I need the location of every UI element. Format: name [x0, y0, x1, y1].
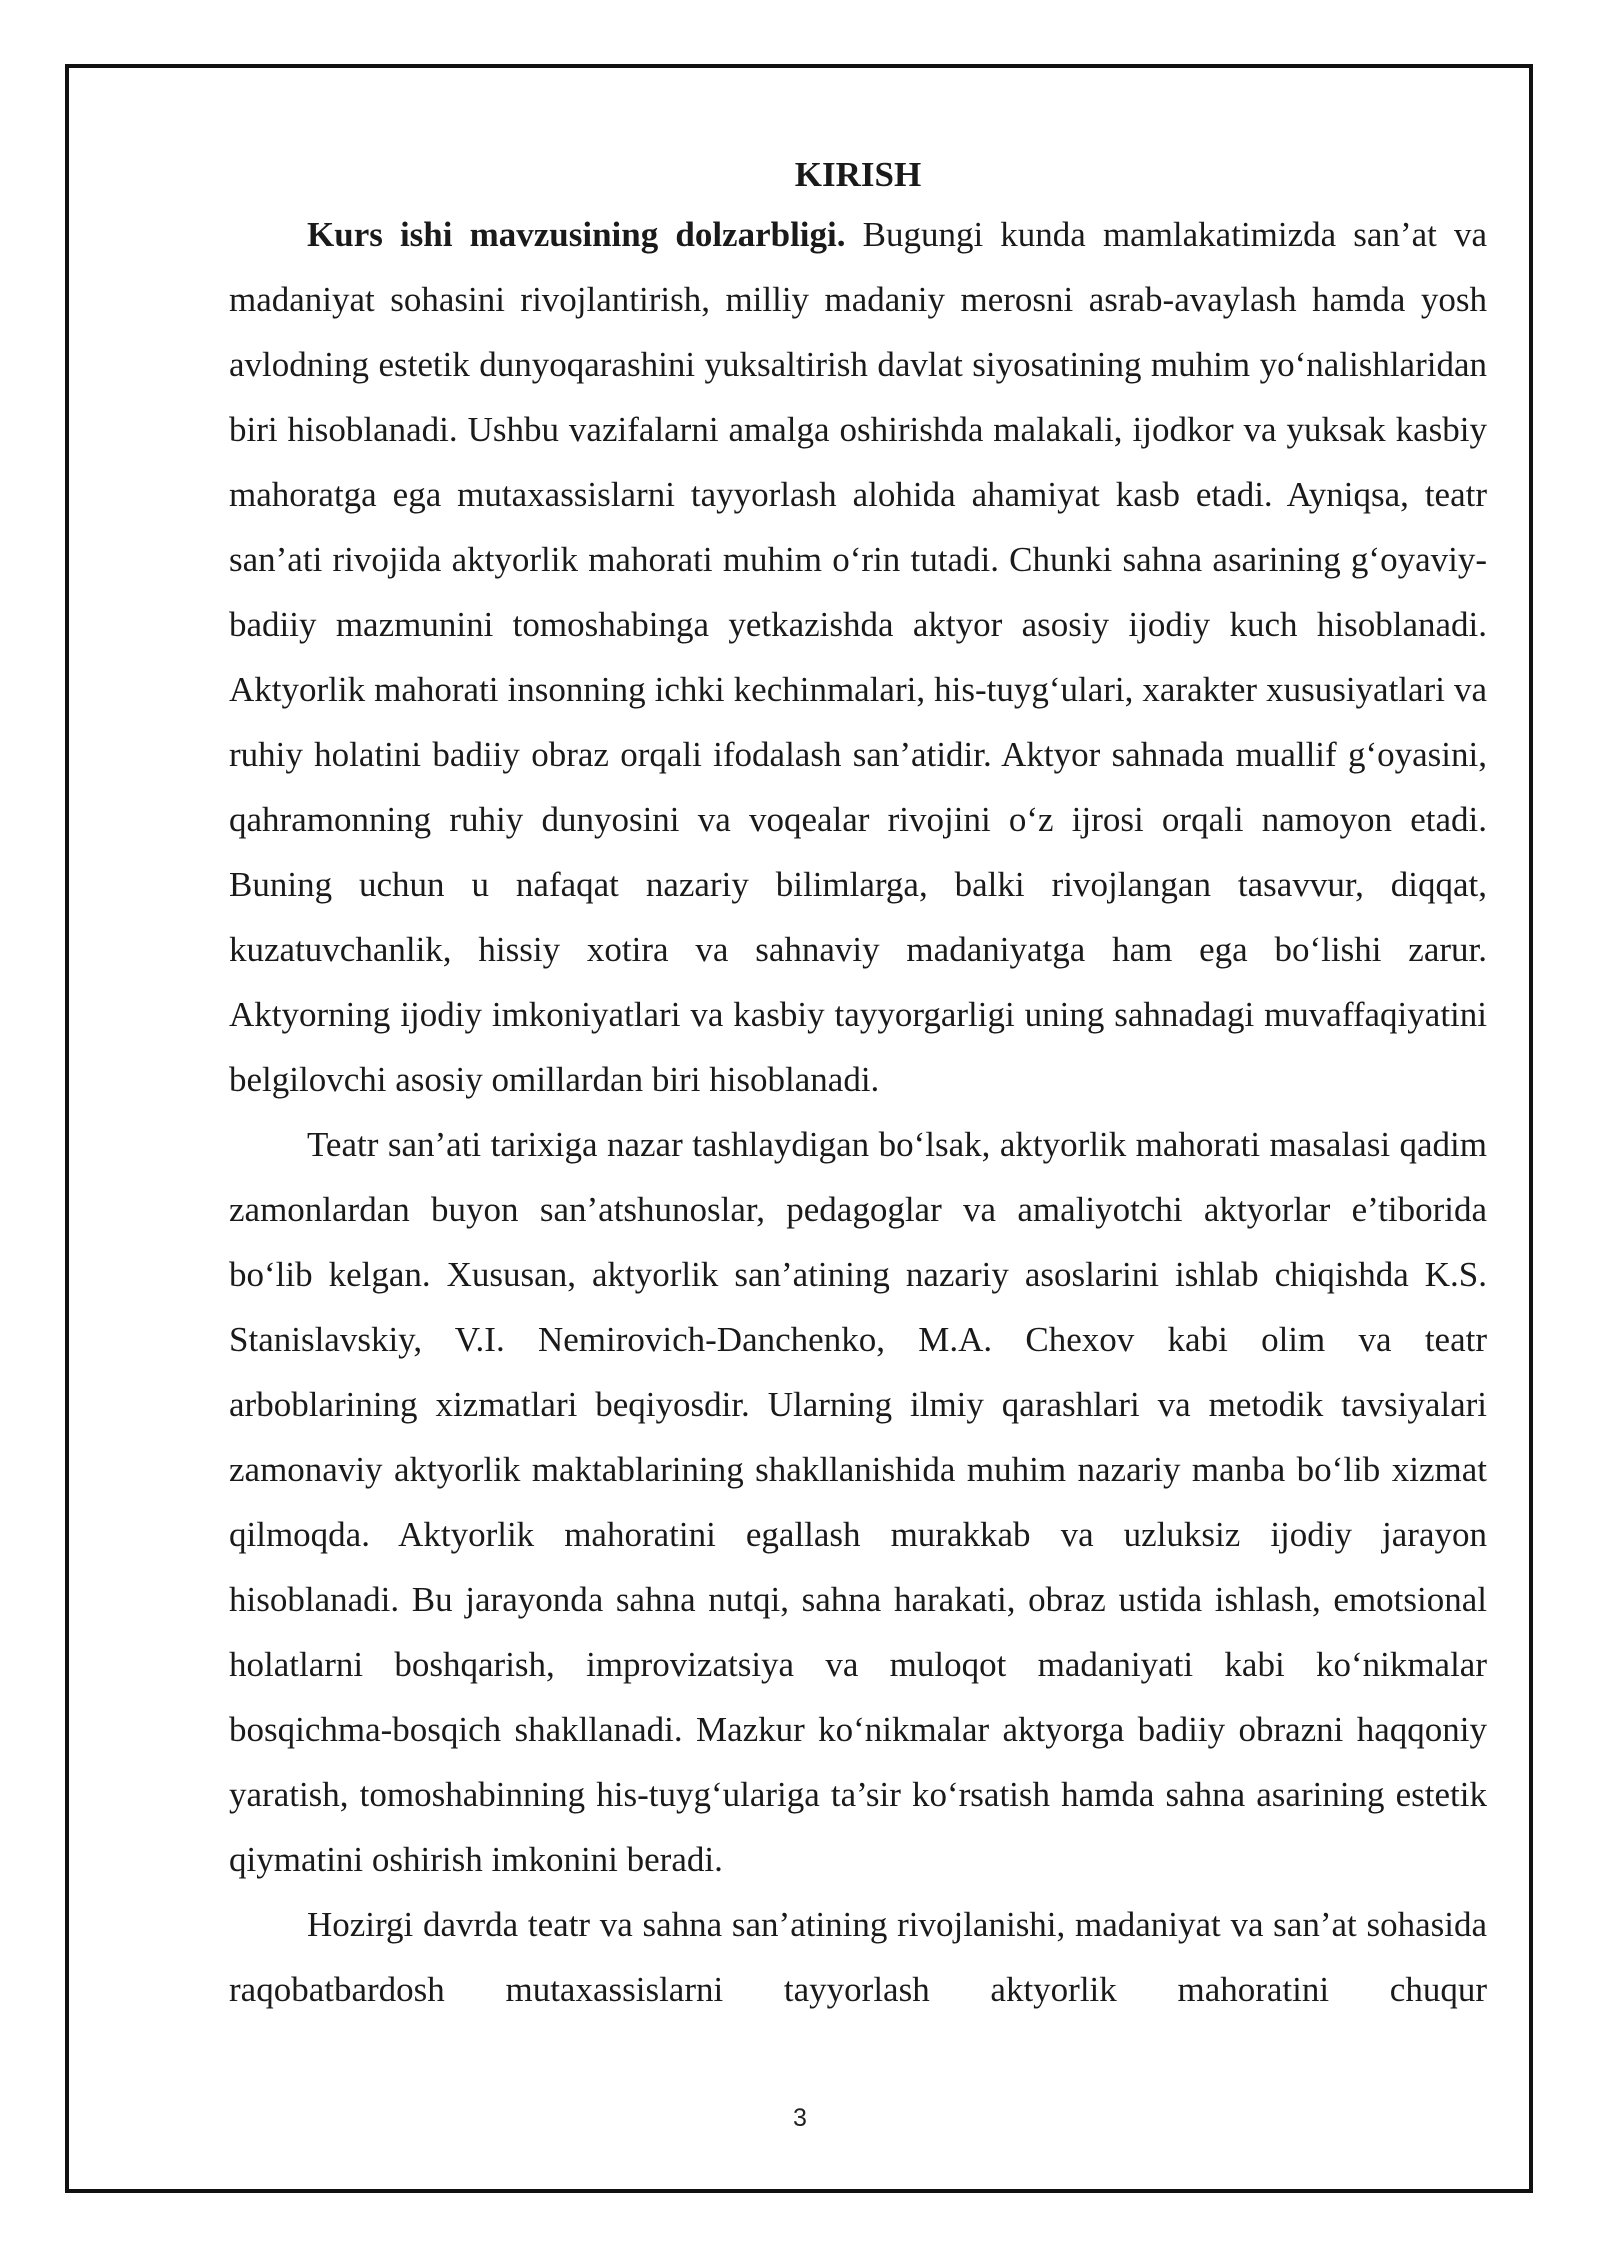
- page-number: 3: [793, 2104, 807, 2132]
- section-heading: KIRISH: [794, 155, 922, 194]
- paragraph-relevance: [229, 202, 1487, 1112]
- paragraph-text: Bugungi kunda mamlakatimizda san’at va madaniyat sohasini rivojlantirish, milliy madaniy merosni asrab-avaylash hamda yosh avlodning estetik dunyoqarashini yuksaltirish davlat siyosatining muhim yo‘nalishlaridan biri hisoblanadi. Ushbu vazifalarni amalga oshirishda malakali, ijodkor va yuksak kasbiy mahoratga ega mutaxassislarni tayyorlash alohida ahamiyat kasb etadi. Ayniqsa, teatr san’ati rivojida aktyorlik mahorati muhim o‘rin tutadi. Chunki sahna asarining g‘oyaviy-badiiy mazmunini tomoshabinga yetkazishda aktyor asosiy ijodiy kuch hisoblanadi. Aktyorlik mahorati insonning ichki kechinmalari, his-tuyg‘ulari, xarakter xususiyatlari va ruhiy holatini badiiy obraz orqali ifodalash san’atidir. Aktyor sahnada muallif g‘oyasini, qahramonning ruhiy dunyosini va voqealar rivojini o‘z ijrosi orqali namoyon etadi. Buning uchun u nafaqat nazariy bilimlarga, balki rivojlangan tasavvur, diqqat, kuzatuvchanlik, hissiy xotira va sahnaviy madaniyatga ham ega bo‘lishi zarur. Aktyorning ijodiy imkoniyatlari va kasbiy tayyorgarligi uning sahnadagi muvaffaqiyatini belgilovchi asosiy omillardan biri hisoblanadi.: [229, 215, 1488, 1099]
- paragraph-history: [229, 1112, 1487, 1892]
- paragraph-present: [229, 1892, 1487, 2022]
- paragraph-text: Teatr san’ati tarixiga nazar tashlaydigan bo‘lsak, aktyorlik mahorati masalasi qadim zamonlardan buyon san’atshunoslar, pedagoglar va amaliyotchi aktyorlar e’tiborida bo‘lib kelgan. Xususan, aktyorlik san’atining nazariy asoslarini ishlab chiqishda K.S. Stanislavskiy, V.I. Nemirovich-Danchenko, M.A. Chexov kabi olim va teatr arboblarining xizmatlari beqiyosdir. Ularning ilmiy qarashlari va metodik tavsiyalari zamonaviy aktyorlik maktablarining shakllanishida muhim nazariy manba bo‘lib xizmat qilmoqda. Aktyorlik mahoratini egallash murakkab va uzluksiz ijodiy jarayon hisoblanadi. Bu jarayonda sahna nutqi, sahna harakati, obraz ustida ishlash, emotsional holatlarni boshqarish, improvizatsiya va muloqot madaniyati kabi ko‘nikmalar bosqichma-bosqich shakllanadi. Mazkur ko‘nikmalar aktyorga badiiy obrazni haqqoniy yaratish, tomoshabinning his-tuyg‘ulariga ta’sir ko‘rsatish hamda sahna asarining estetik qiymatini oshirish imkonini beradi.: [229, 1125, 1487, 1879]
- paragraph-text: Hozirgi davrda teatr va sahna san’atining rivojlanishi, madaniyat va san’at sohasida raqobatbardosh mutaxassislarni tayyorlash aktyorlik mahoratini chuqur: [229, 1905, 1487, 2009]
- paragraph-lead: Kurs ishi mavzusining dolzarbligi.: [307, 215, 846, 254]
- document-body: [229, 148, 1487, 2022]
